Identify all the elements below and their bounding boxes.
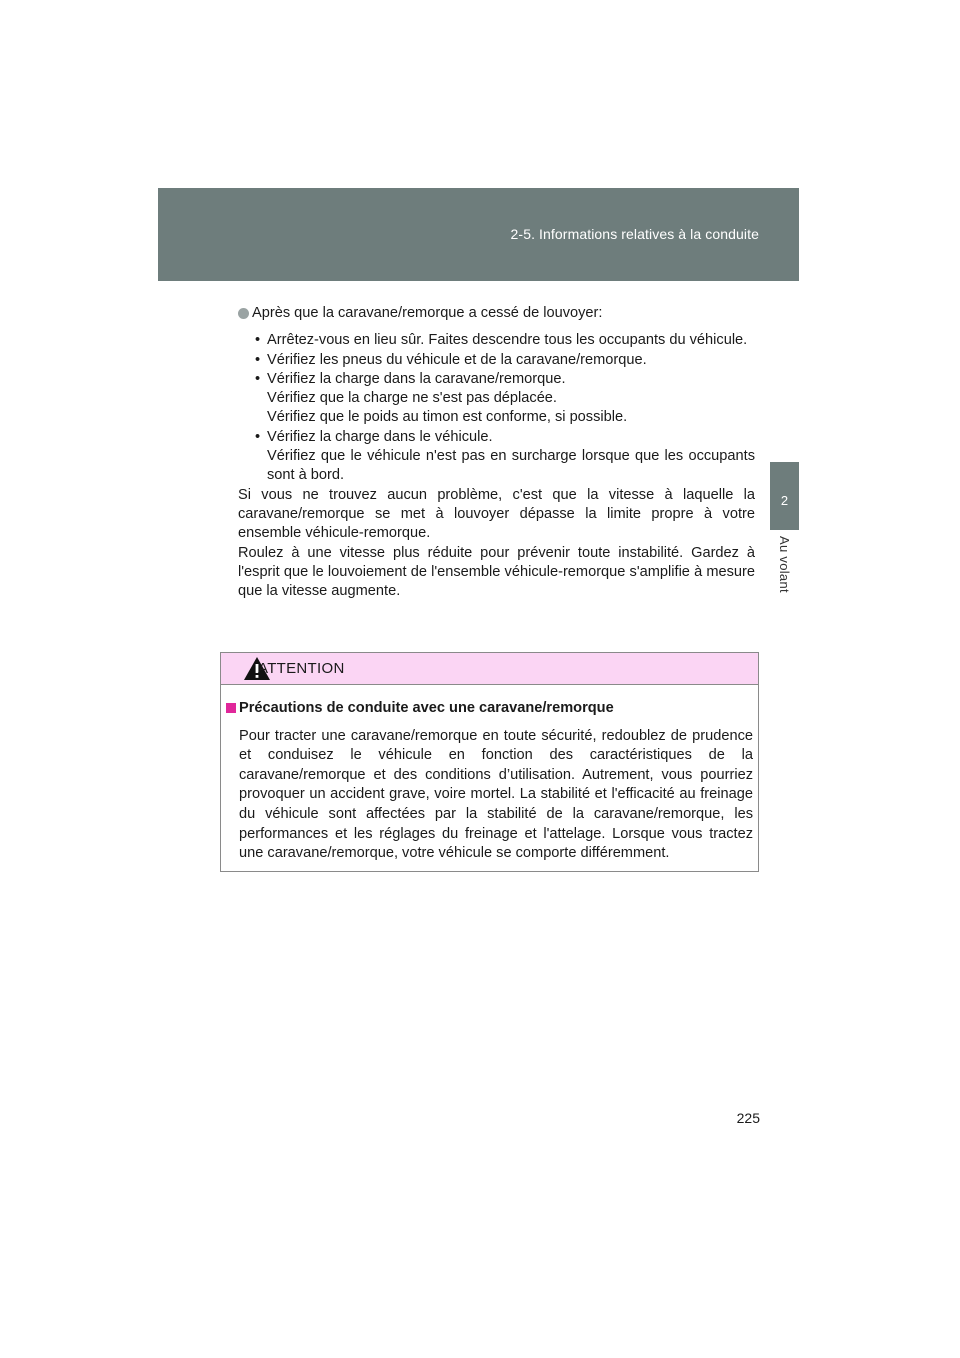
list-item — [252, 370, 755, 428]
list-item-text: Vérifiez la charge dans la caravane/remorque. — [267, 370, 566, 387]
chapter-tab-number: 2 — [780, 493, 789, 508]
attention-text: Pour tracter une caravane/remorque en toute sécurité, redoublez de prudence et conduisez le véhicule en fonction des caractéristiques de la caravane/remorque et des conditions d’utilisation. Autrement, vous pourriez provoquer un accident grave, voire mortel. La stabilité et l'efficacité au freinage du véhicule sont affectées par la stabilité de la caravane/remorque, les performances et les réglages du freinage et l'attelage. Lorsque vous tractez une caravane/remorque, votre véhicule se comporte différemment. — [239, 727, 753, 862]
attention-subheading — [223, 699, 753, 719]
bullet-dot-icon: • — [255, 332, 261, 349]
pink-square-icon — [226, 703, 236, 713]
bullet-dot-icon: • — [255, 428, 261, 445]
list-item — [252, 331, 755, 350]
chapter-tab-label: Au volant — [777, 536, 792, 593]
list-item-detail: Vérifiez que le poids au timon est conforme, si possible. — [267, 409, 628, 426]
attention-header — [221, 653, 758, 685]
list-item-text: Vérifiez les pneus du véhicule et de la caravane/remorque. — [267, 351, 647, 368]
circle-bullet-icon — [238, 308, 249, 319]
list-item-detail: Vérifiez que la charge ne s'est pas déplacée. — [267, 390, 557, 407]
bullet-dot-icon: • — [255, 370, 261, 387]
main-content — [238, 304, 755, 601]
list-item-detail: Vérifiez que le véhicule n'est pas en surcharge lorsque que les occupants sont à bord. — [267, 448, 755, 484]
list-item-text: Vérifiez la charge dans le véhicule. — [267, 428, 493, 445]
list-item-text: Arrêtez-vous en lieu sûr. Faites descendre tous les occupants du véhicule. — [267, 332, 748, 349]
list-item — [252, 351, 755, 370]
attention-title: ATTENTION — [258, 660, 345, 677]
paragraph: Roulez à une vitesse plus réduite pour prévenir toute instabilité. Gardez à l'esprit que le louvoiement de l'ensemble véhicule-remorque s'amplifie à mesure que la vitesse augmente. — [238, 544, 755, 600]
chapter-title: 2-5. Informations relatives à la conduite — [510, 226, 759, 242]
attention-body — [221, 685, 758, 864]
section-heading-text: Après que la caravane/remorque a cessé de louvoyer: — [252, 305, 603, 321]
bullet-dot-icon: • — [255, 351, 261, 368]
chapter-header — [158, 188, 799, 281]
page-number: 225 — [736, 1110, 760, 1126]
list-item — [252, 428, 755, 486]
section-heading — [238, 304, 755, 323]
attention-subheading-text: Précautions de conduite avec une caravane/remorque — [239, 700, 614, 716]
checklist — [238, 331, 755, 485]
chapter-tab — [770, 462, 799, 530]
paragraph: Si vous ne trouvez aucun problème, c'est que la vitesse à laquelle la caravane/remorque se met à louvoyer dépasse la limite propre à votre ensemble véhicule-remorque. — [238, 486, 755, 542]
attention-box — [220, 652, 759, 872]
